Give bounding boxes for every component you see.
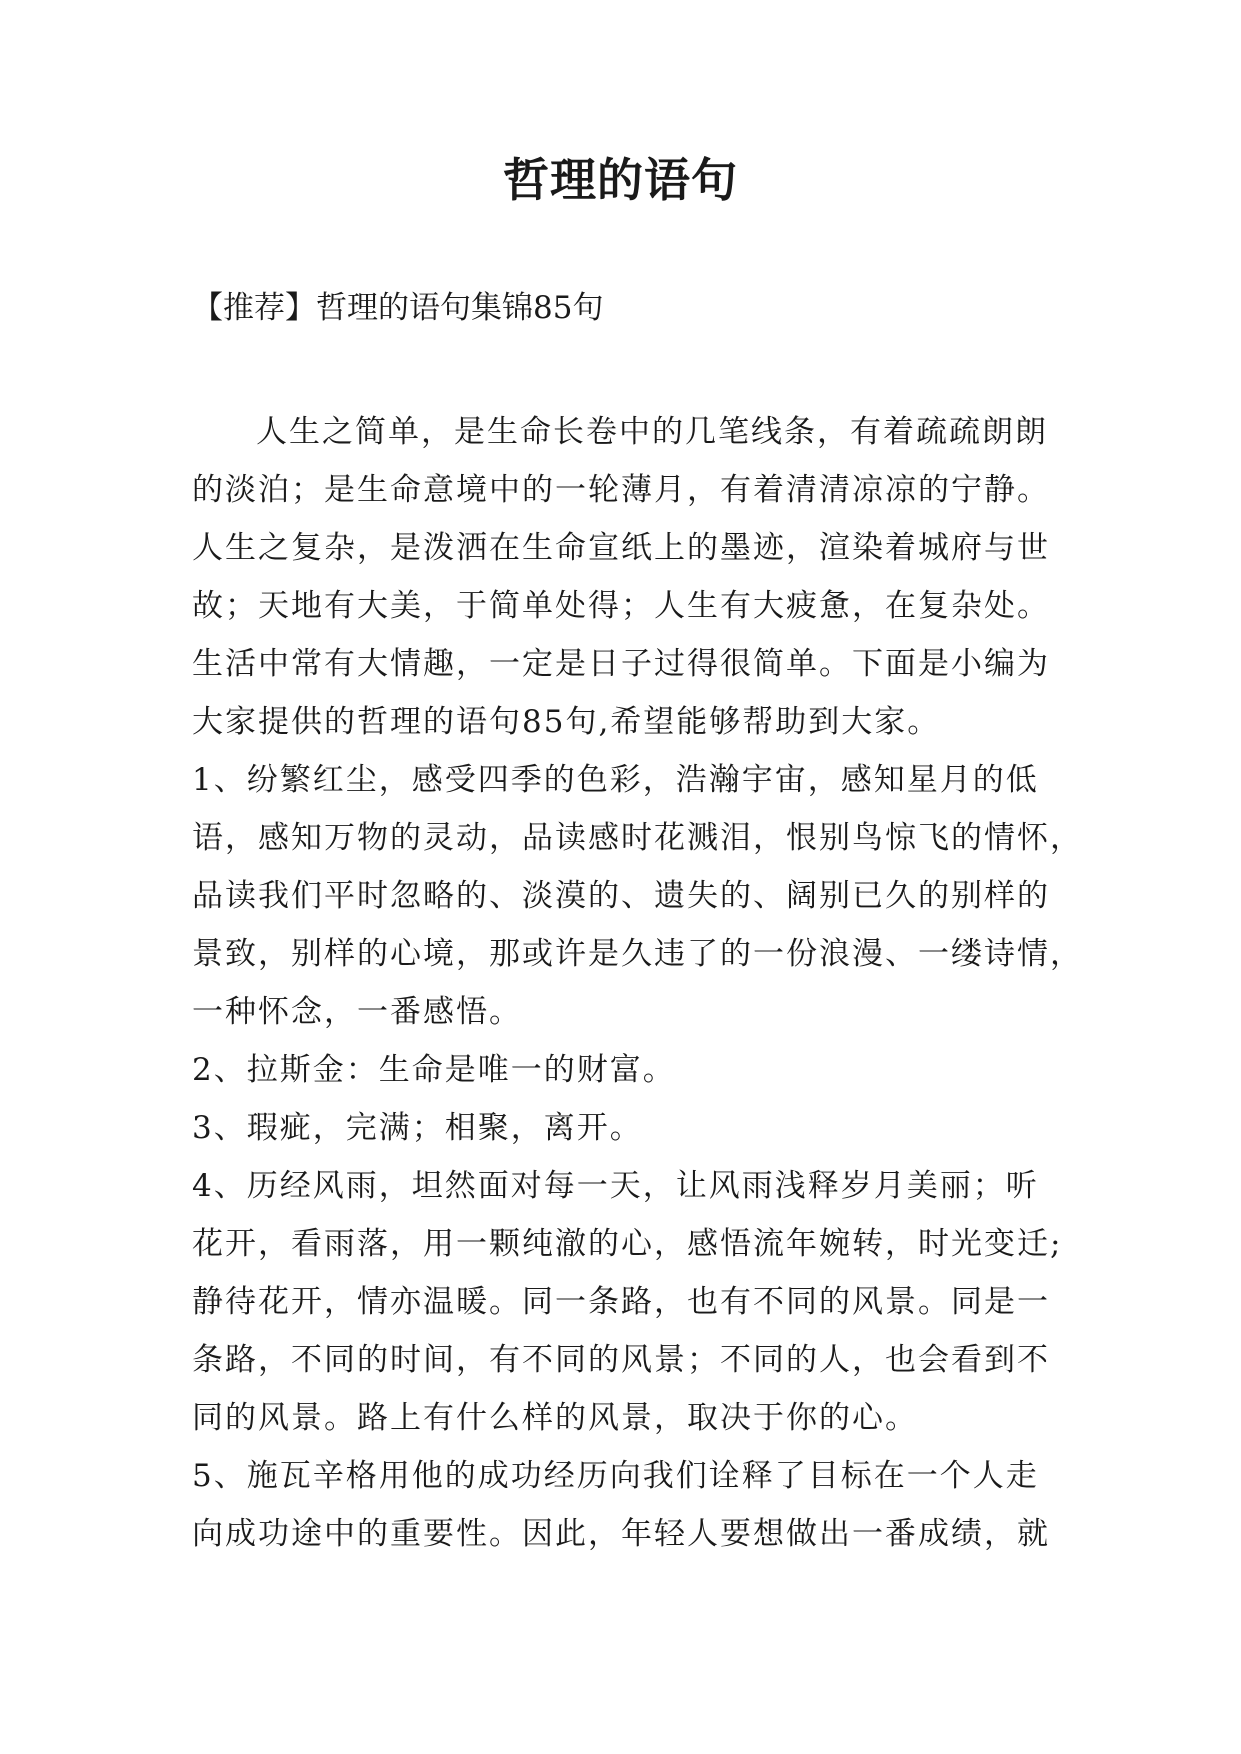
paragraph-line xyxy=(192,751,1052,809)
paragraph-line xyxy=(192,1041,1052,1099)
paragraph-line xyxy=(192,1389,1052,1447)
line-text: 的淡泊；是生命意境中的一轮薄月，有着清清凉凉的宁静。 xyxy=(192,472,1050,508)
line-text: 3、瑕疵，完满；相聚，离开。 xyxy=(192,1110,643,1146)
paragraph-line xyxy=(192,809,1083,867)
paragraph-line xyxy=(192,1273,1052,1331)
line-text: 向成功途中的重要性。因此，年轻人要想做出一番成绩，就 xyxy=(192,1516,1050,1552)
line-text: 大家提供的哲理的语句85句,希望能够帮助到大家。 xyxy=(192,704,941,740)
line-text: 2、拉斯金：生命是唯一的财富。 xyxy=(192,1052,676,1088)
paragraph-line xyxy=(192,403,1052,461)
paragraph-line xyxy=(192,925,1083,983)
line-text: 1、纷繁红尘，感受四季的色彩，浩瀚宇宙，感知星月的低 xyxy=(192,762,1039,798)
line-text: 人生之简单，是生命长卷中的几笔线条，有着疏疏朗朗 xyxy=(256,414,1048,450)
document-body xyxy=(192,403,1083,1563)
document-title: 哲理的语句 xyxy=(503,153,738,207)
line-text: 生活中常有大情趣，一定是日子过得很简单。下面是小编为 xyxy=(192,646,1050,682)
paragraph-line xyxy=(192,1331,1052,1389)
line-text: 故；天地有大美，于简单处得；人生有大疲惫，在复杂处。 xyxy=(192,588,1050,624)
paragraph-line xyxy=(192,461,1052,519)
line-text: 条路，不同的时间，有不同的风景；不同的人，也会看到不 xyxy=(192,1342,1050,1378)
paragraph-item-1 xyxy=(192,751,1083,1041)
paragraph-item-4 xyxy=(192,1157,1063,1447)
paragraph-intro xyxy=(192,403,1052,751)
line-text: 4、历经风雨，坦然面对每一天，让风雨浅释岁月美丽；听 xyxy=(192,1168,1039,1204)
line-text: 花开，看雨落，用一颗纯澈的心，感悟流年婉转，时光变迁; xyxy=(192,1226,1063,1262)
paragraph-item-2 xyxy=(192,1041,1052,1099)
line-text: 一种怀念，一番感悟。 xyxy=(192,994,522,1030)
line-text: 同的风景。路上有什么样的风景，取决于你的心。 xyxy=(192,1400,918,1436)
line-text: 语，感知万物的灵动，品读感时花溅泪，恨别鸟惊飞的情怀， xyxy=(192,820,1083,856)
paragraph-item-5 xyxy=(192,1447,1052,1563)
paragraph-line xyxy=(192,1099,1052,1157)
paragraph-line xyxy=(192,1447,1052,1505)
paragraph-line xyxy=(192,577,1052,635)
paragraph-line xyxy=(192,1157,1052,1215)
document-subtitle: 【推荐】哲理的语句集锦85句 xyxy=(192,290,604,326)
line-text: 5、施瓦辛格用他的成功经历向我们诠释了目标在一个人走 xyxy=(192,1458,1039,1494)
line-text: 人生之复杂，是泼洒在生命宣纸上的墨迹，渲染着城府与世 xyxy=(192,530,1050,566)
paragraph-line xyxy=(192,693,1052,751)
line-text: 景致，别样的心境，那或许是久违了的一份浪漫、一缕诗情， xyxy=(192,936,1083,972)
paragraph-item-3 xyxy=(192,1099,1052,1157)
paragraph-line xyxy=(192,635,1052,693)
paragraph-line xyxy=(192,867,1052,925)
paragraph-line xyxy=(192,519,1052,577)
paragraph-line xyxy=(192,1505,1052,1563)
line-text: 品读我们平时忽略的、淡漠的、遗失的、阔别已久的别样的 xyxy=(192,878,1050,914)
paragraph-line xyxy=(192,1215,1063,1273)
paragraph-line xyxy=(192,983,1052,1041)
line-text: 静待花开，情亦温暖。同一条路，也有不同的风景。同是一 xyxy=(192,1284,1050,1320)
